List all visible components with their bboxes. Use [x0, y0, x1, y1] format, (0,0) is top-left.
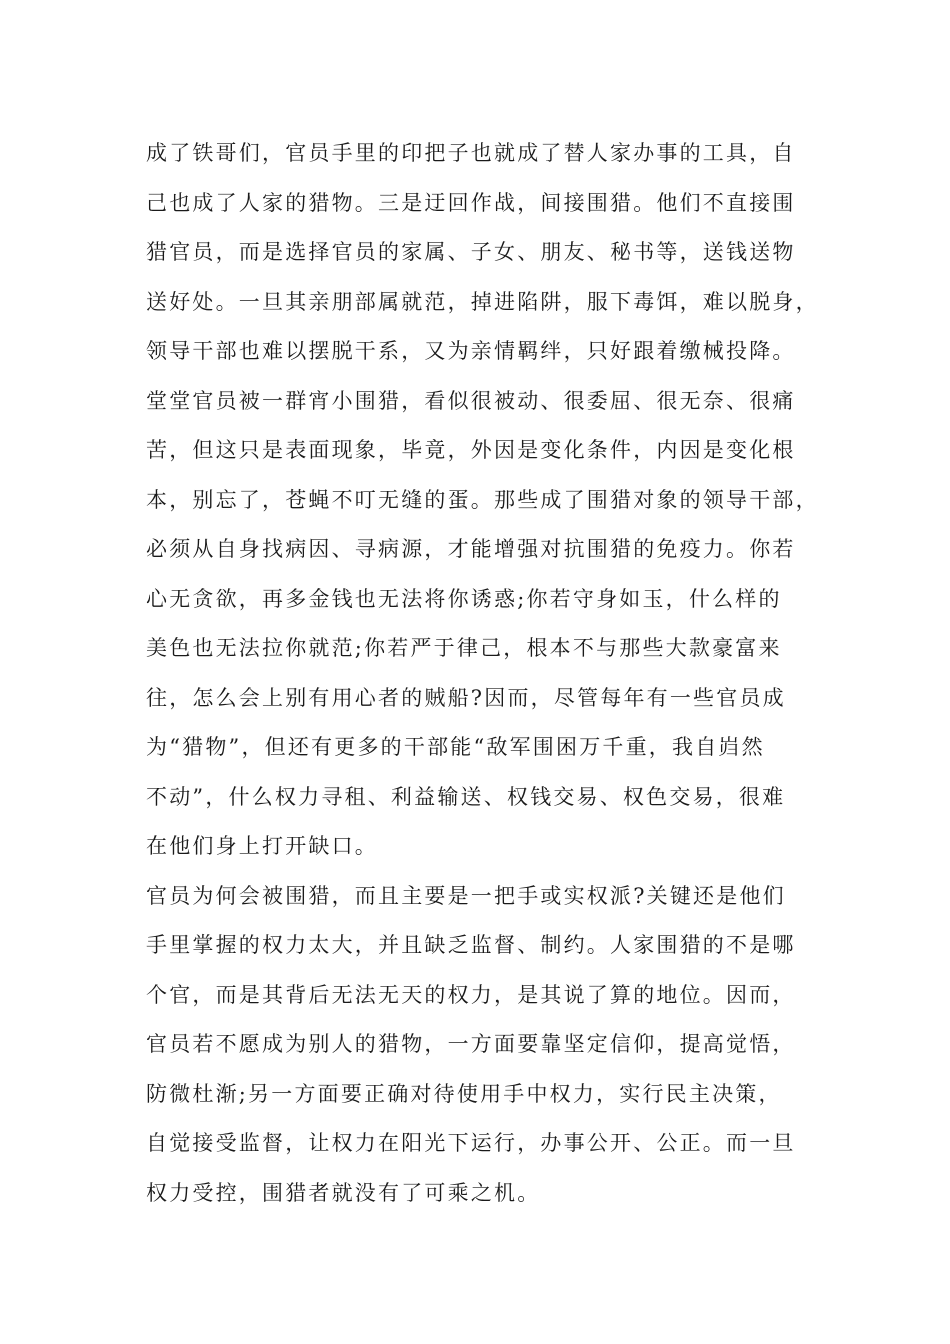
text-line: 必须从自身找病因、寻病源，才能增强对抗围猎的免疫力。你若 [146, 537, 796, 561]
text-line: 堂堂官员被一群宵小围猎，看似很被动、很委屈、很无奈、很痛 [146, 388, 796, 413]
text-line: 往，怎么会上别有用心者的贼船?因而，尽管每年有一些官员成 [146, 685, 786, 710]
text-line: 美色也无法拉你就范;你若严于律己，根本不与那些大款豪富来 [146, 636, 782, 660]
text-line: 不动”，什么权力寻租、利益输送、权钱交易、权色交易，很难 [146, 784, 786, 809]
text-line: 手里掌握的权力太大，并且缺乏监督、制约。人家围猎的不是哪 [146, 933, 796, 957]
text-line: 权力受控，围猎者就没有了可乘之机。 [146, 1180, 541, 1205]
text-line: 送好处。一旦其亲朋部属就范，掉进陷阱，服下毒饵，难以脱身， [146, 289, 819, 314]
body-text [146, 132, 826, 1221]
text-line: 为“猎物”，但还有更多的干部能“敌军围困万千重，我自岿然 [146, 735, 765, 759]
text-line: 自觉接受监督，让权力在阳光下运行，办事公开、公正。而一旦 [146, 1131, 796, 1155]
text-line: 官员为何会被围猎，而且主要是一把手或实权派?关键还是他们 [146, 883, 786, 908]
text-line: 在他们身上打开缺口。 [146, 834, 378, 858]
text-line: 猎官员，而是选择官员的家属、子女、朋友、秘书等，送钱送物 [146, 240, 796, 264]
text-line: 领导干部也难以摆脱干系，又为亲情羁绊，只好跟着缴械投降。 [146, 339, 796, 363]
text-line: 己也成了人家的猎物。三是迂回作战，间接围猎。他们不直接围 [146, 190, 796, 215]
text-line: 防微杜渐;另一方面要正确对待使用手中权力，实行民主决策， [146, 1081, 782, 1106]
text-line: 苦，但这只是表面现象，毕竟，外因是变化条件，内因是变化根 [146, 438, 796, 462]
text-line: 官员若不愿成为别人的猎物，一方面要靠坚定信仰，提高觉悟， [146, 1032, 796, 1056]
text-line: 心无贪欲，再多金钱也无法将你诱惑;你若守身如玉，什么样的 [146, 586, 782, 611]
text-line: 本，别忘了，苍蝇不叮无缝的蛋。那些成了围猎对象的领导干部， [146, 487, 819, 512]
text-line: 个官，而是其背后无法无天的权力，是其说了算的地位。因而， [146, 982, 796, 1007]
text-line: 成了铁哥们，官员手里的印把子也就成了替人家办事的工具，自 [146, 141, 796, 165]
